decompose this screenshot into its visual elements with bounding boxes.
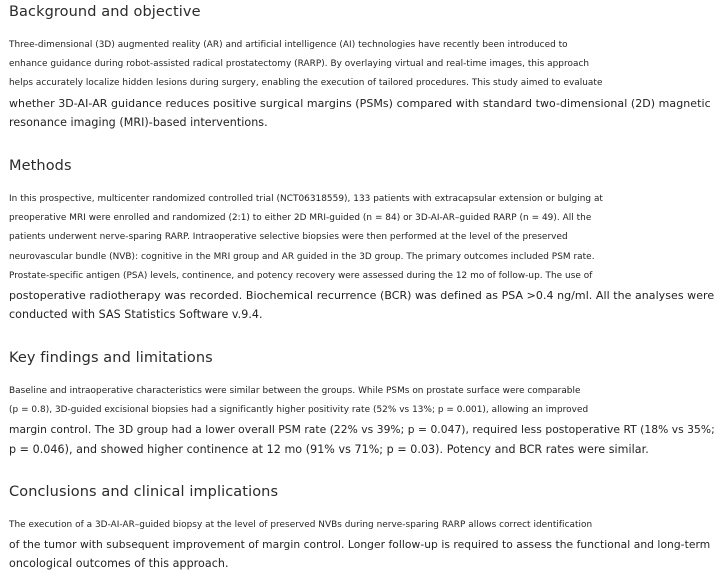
text-line: of the tumor with subsequent improvement of margin control. Longer follow-up is required to assess the functional and long-term bbox=[9, 538, 711, 552]
text-line: Prostate-specific antigen (PSA) levels, continence, and potency recovery were assessed during the 12 mo of follow-up. The use of bbox=[9, 270, 593, 281]
text-line: The execution of a 3D-AI-AR–guided biopsy at the level of preserved NVBs during nerve-sparing RARP allows correct identification bbox=[9, 520, 593, 530]
text-line: postoperative radiotherapy was recorded. Biochemical recurrence (BCR) was defined as PSA >0.4 ng/ml. All the analyses were bbox=[9, 289, 715, 303]
text-line: resonance imaging (MRI)-based interventions. bbox=[9, 115, 268, 129]
text-line: helps accurately localize hidden lesions during surgery, enabling the execution of tailored procedures. This study aimed to evaluate bbox=[9, 78, 603, 89]
text-line: margin control. The 3D group had a lower overall PSM rate (22% vs 39%; p = 0.047), required less postoperative RT (18% vs 35%; bbox=[9, 423, 715, 437]
text-line: Three-dimensional (3D) augmented reality (AR) and artificial intelligence (AI) technologies have recently been introduced to bbox=[9, 40, 568, 50]
text-line: (p = 0.8), 3D-guided excisional biopsies had a significantly higher positivity rate (52% vs 13%; p = 0.001), allowing an improved bbox=[9, 405, 589, 416]
section-body bbox=[9, 190, 714, 324]
section-heading: Background and objective bbox=[9, 4, 201, 20]
text-line: Baseline and intraoperative characteristics were similar between the groups. While PSMs on prostate surface were comparable bbox=[9, 386, 581, 396]
text-line: p = 0.046), and showed higher continence at 12 mo (91% vs 71%; p = 0.03). Potency and BCR rates were similar. bbox=[9, 442, 649, 456]
section-heading: Conclusions and clinical implications bbox=[9, 484, 279, 500]
text-line: patients underwent nerve-sparing RARP. Intraoperative selective biopsies were then performed at the level of the preserved bbox=[9, 232, 568, 243]
text-line: oncological outcomes of this approach. bbox=[9, 557, 229, 571]
text-line: neurovascular bundle (NVB): cognitive in the MRI group and AR guided in the 3D group. The primary outcomes included PSM rate. bbox=[9, 251, 595, 262]
section-heading: Methods bbox=[9, 158, 72, 174]
section-body bbox=[9, 36, 711, 132]
section-body bbox=[9, 516, 710, 574]
text-line: In this prospective, multicenter randomized controlled trial (NCT06318559), 133 patients with extracapsular extension or bulging at bbox=[9, 194, 603, 204]
section-body bbox=[9, 382, 715, 459]
text-line: whether 3D-AI-AR guidance reduces positive surgical margins (PSMs) compared with standard two-dimensional (2D) magnetic bbox=[9, 96, 711, 110]
text-line: preoperative MRI were enrolled and randomized (2:1) to either 2D MRI-guided (n = 84) or 3D-AI-AR–guided RARP (n = 49). All the bbox=[9, 213, 592, 224]
section-heading: Key findings and limitations bbox=[9, 350, 213, 366]
text-line: enhance guidance during robot-assisted radical prostatectomy (RARP). By overlaying virtual and real-time images, this approach bbox=[9, 59, 590, 70]
text-line: conducted with SAS Statistics Software v.9.4. bbox=[9, 308, 263, 322]
